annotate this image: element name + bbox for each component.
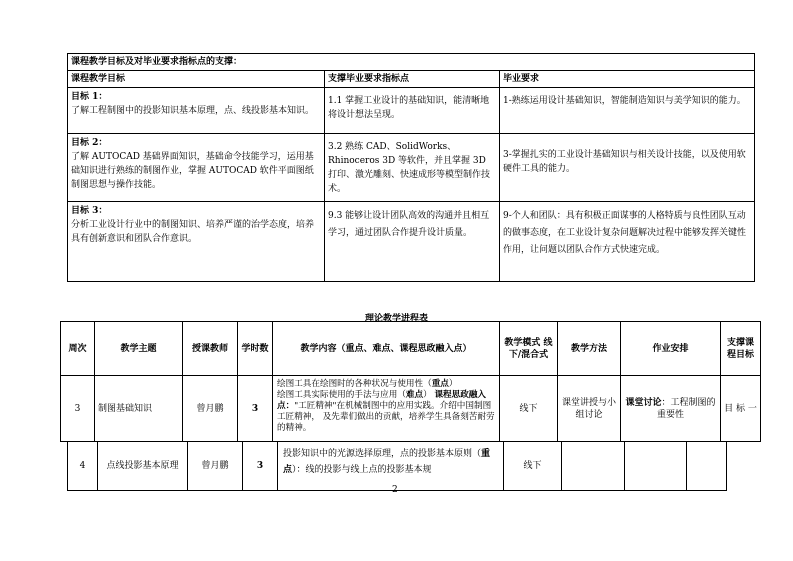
- topic-cell: 点线投影基本原理: [98, 442, 188, 491]
- goal-title: 目标 1：: [71, 92, 108, 102]
- hours-cell: 3: [238, 376, 273, 442]
- indicator-cell: 9.3 能够让设计团队高效的沟通并且相互学习，通过团队合作提升设计质量。: [325, 202, 500, 282]
- header-topic: 教学主题: [95, 322, 183, 376]
- goal-text: 分析工业设计行业中的制图知识、培养严谨的治学态度，培养具有创新意识和团队合作意识。: [71, 220, 315, 244]
- topic-cell: 制图基础知识: [95, 376, 183, 442]
- teacher-cell: 曾月鹏: [188, 442, 243, 491]
- schedule-title: 理论教学进程表: [364, 314, 428, 324]
- key-point-label: 重点: [283, 449, 491, 475]
- goal-cell: [68, 202, 325, 282]
- header-teacher: 授课教师: [183, 322, 238, 376]
- ideology-label: 课程思政融入点：: [277, 390, 487, 411]
- header-mode: 教学模式 线下/混合式: [500, 322, 558, 376]
- requirement-cell: 1-熟练运用设计基础知识，智能制造知识与美学知识的能力。: [500, 88, 755, 134]
- goal-cell: [68, 88, 325, 134]
- week-cell: 3: [61, 376, 95, 442]
- content-text: ）: [423, 390, 435, 400]
- homework-cell: [625, 442, 687, 491]
- course-goals-table: [67, 53, 755, 282]
- goal-text: 了解 AUTOCAD 基础界面知识，基础命令技能学习，运用基础知识进行熟练的制图作业，掌握 AUTOCAD 软件平面图纸制图思想与操作技能。: [71, 152, 314, 190]
- content-text: 绘图工具实际使用的手法与应用（: [277, 390, 406, 400]
- indicator-cell: 3.2 熟练 CAD、SolidWorks、Rhinoceros 3D 等软件，并且掌握 3D 打印、激光雕刻、快速成形等模型制作技术。: [325, 134, 500, 202]
- homework-cell: [621, 376, 721, 442]
- content-text: ）: [448, 379, 458, 389]
- goal-cell: 目 标 一: [721, 376, 761, 442]
- header-method: 教学方法: [558, 322, 621, 376]
- method-cell: [562, 442, 625, 491]
- schedule-table: [60, 321, 761, 442]
- requirement-cell: 9-个人和团队：具有积极正面谋事的人格特质与良性团队互动的做事态度，在工业设计复杂问题解决过程中能够发挥关键性作用，让问题以团队合作方式快速完成。: [500, 202, 755, 282]
- content-text: "工匠精神"在机械制图中的应用实践。介绍中国制图工匠精神， 及先辈们做出的贡献，培养学生具备刻苦耐劳的精神。: [277, 401, 495, 433]
- week-cell: 4: [68, 442, 98, 491]
- header-hours: 学时数: [238, 322, 273, 376]
- hours-cell: 3: [243, 442, 278, 491]
- difficulty-label: 难点: [405, 390, 424, 400]
- header-graduation-requirement: 毕业要求: [500, 71, 755, 88]
- indicator-cell: 1.1 掌握工业设计的基础知识，能清晰地将设计想法呈现。: [325, 88, 500, 134]
- mode-cell: 线下: [500, 376, 558, 442]
- schedule-table-continued: [67, 441, 727, 491]
- header-goal: 支撑课程目标: [721, 322, 761, 376]
- schedule-row-week-4: [68, 442, 727, 491]
- method-cell: 课堂讲授与小组讨论: [558, 376, 621, 442]
- content-cell: [278, 442, 504, 491]
- schedule-header-row: [61, 322, 761, 376]
- goal-title: 目标 2：: [71, 138, 108, 148]
- goal-row-2: [68, 134, 755, 202]
- content-cell: [273, 376, 500, 442]
- header-week: 周次: [61, 322, 95, 376]
- teacher-cell: 曾月鹏: [183, 376, 238, 442]
- content-text: 绘图工具在绘图时的各种状况与使用性（: [277, 379, 432, 389]
- mode-cell: 线下: [504, 442, 562, 491]
- schedule-row-week-3: [61, 376, 761, 442]
- content-text: 投影知识中的光源选择原理，点的投影基本原则（: [283, 449, 482, 459]
- homework-label: 课堂讨论: [625, 397, 662, 408]
- goal-row-1: [68, 88, 755, 134]
- requirement-cell: 3-掌握扎实的工业设计基础知识与相关设计技能，以及使用软硬件工具的能力。: [500, 134, 755, 202]
- goal-cell: [68, 134, 325, 202]
- header-course-goal: 课程教学目标: [68, 71, 325, 88]
- header-content: 教学内容（重点、难点、课程思政融入点）: [273, 322, 500, 376]
- page-number: 2: [392, 485, 398, 495]
- header-indicator: 支撑毕业要求指标点: [325, 71, 500, 88]
- header-homework: 作业安排: [621, 322, 721, 376]
- content-text: ）：线的投影与线上点的投影基本规: [292, 465, 432, 475]
- goal-text: 了解工程制图中的投影知识基本原理，点、线投影基本知识。: [71, 106, 315, 116]
- goals-table-caption: 课程教学目标及对毕业要求指标点的支撑：: [68, 54, 755, 71]
- key-point-label: 重点: [431, 379, 449, 389]
- goal-row-3: [68, 202, 755, 282]
- homework-text: ：工程制图的重要性: [656, 397, 716, 420]
- goal-cell: [687, 442, 727, 491]
- goal-title: 目标 3：: [71, 206, 108, 216]
